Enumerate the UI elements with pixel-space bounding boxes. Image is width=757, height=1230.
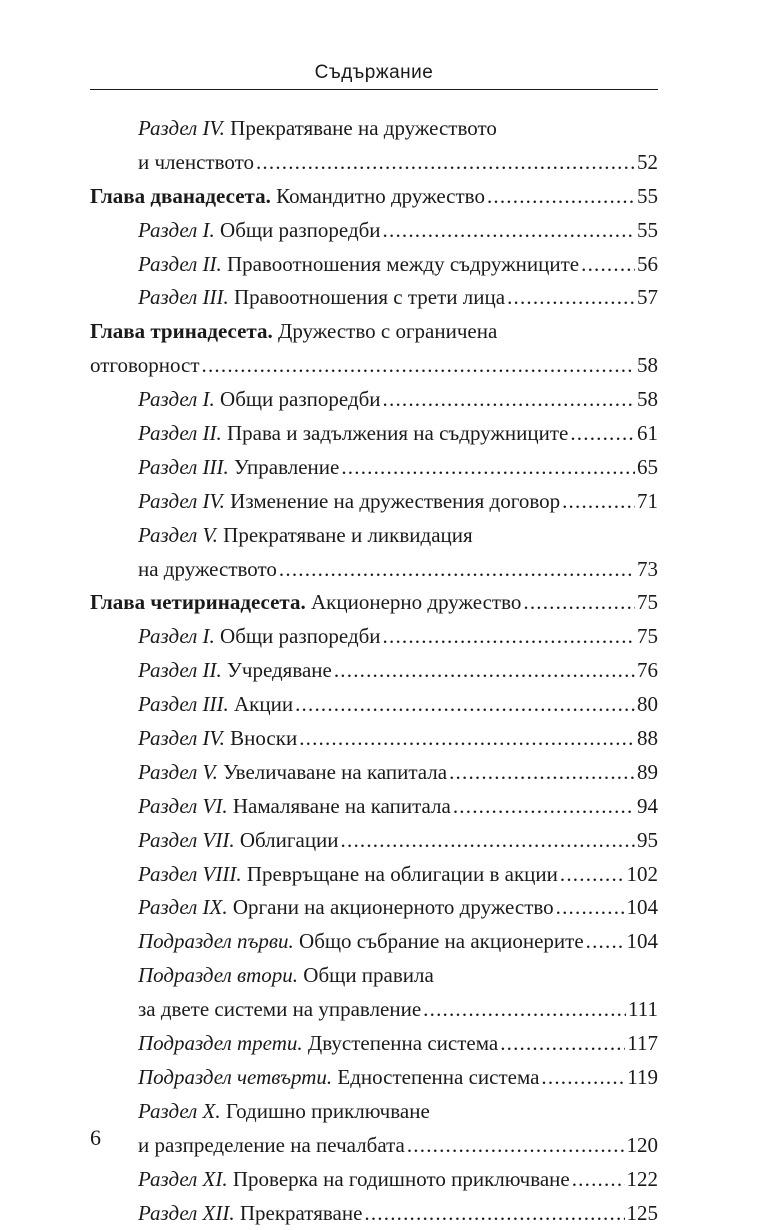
dot-leader — [407, 1129, 625, 1163]
section-number: Раздел XI. — [138, 1167, 228, 1191]
toc-entry — [90, 586, 658, 620]
toc-page-number: 55 — [637, 180, 658, 214]
toc-entry — [90, 485, 658, 519]
toc-entry-title: Общо събрание на акционерите — [299, 929, 584, 953]
toc-entry-title: за двете системи на управление — [138, 997, 421, 1021]
section-number: Подраздел трети. — [138, 1031, 303, 1055]
dot-leader — [541, 1061, 625, 1095]
toc-entry-label — [90, 349, 200, 383]
section-number: Раздел I. — [138, 624, 215, 648]
toc-entry-label — [138, 959, 434, 993]
toc-entry-label — [138, 722, 297, 756]
toc-entry-title: Акции — [234, 692, 293, 716]
toc-page-number: 58 — [637, 349, 658, 383]
toc-entry — [90, 925, 658, 959]
section-number: Подраздел първи. — [138, 929, 294, 953]
dot-leader — [202, 349, 635, 383]
section-number: Раздел V. — [138, 523, 218, 547]
toc-entry-label — [138, 112, 497, 146]
section-number: Раздел I. — [138, 387, 215, 411]
section-number: Раздел III. — [138, 692, 229, 716]
toc-entry — [90, 383, 658, 417]
toc-entry — [90, 146, 658, 180]
toc-entry-title: и членството — [138, 150, 254, 174]
dot-leader — [383, 383, 635, 417]
dot-leader — [560, 858, 625, 892]
toc-entry-label — [138, 993, 421, 1027]
section-number: Раздел I. — [138, 218, 215, 242]
toc-entry-title: Управление — [234, 455, 339, 479]
toc-entry — [90, 248, 658, 282]
toc-entry-title: Превръщане на облигации в акции — [247, 862, 558, 886]
toc-entry-title: Увеличаване на капитала — [223, 760, 447, 784]
toc-page-number: 73 — [637, 553, 658, 587]
toc-entry-title: Годишно приключване — [226, 1099, 430, 1123]
toc-page-number: 89 — [637, 756, 658, 790]
toc-entry-label — [90, 315, 497, 349]
toc-entry — [90, 654, 658, 688]
toc-entry-label — [138, 756, 447, 790]
section-number: Раздел IX. — [138, 895, 228, 919]
toc-page-number: 120 — [627, 1129, 659, 1163]
section-number: Раздел VII. — [138, 828, 235, 852]
toc-entry-label — [138, 620, 381, 654]
section-number: Раздел III. — [138, 285, 229, 309]
dot-leader — [383, 620, 635, 654]
toc-page-number: 117 — [627, 1027, 658, 1061]
chapter-number: Глава тринадесета. — [90, 319, 273, 343]
toc-entry-title: Правоотношения между съдружниците — [227, 252, 579, 276]
table-of-contents — [90, 112, 658, 1230]
dot-leader — [383, 214, 635, 248]
toc-page-number: 61 — [637, 417, 658, 451]
dot-leader — [523, 586, 635, 620]
toc-entry-title: Намаляване на капитала — [233, 794, 451, 818]
toc-page-number: 111 — [628, 993, 658, 1027]
toc-entry-title: Правоотношения с трети лица — [234, 285, 505, 309]
toc-entry-title: Облигации — [240, 828, 339, 852]
toc-entry-label — [138, 248, 579, 282]
toc-entry — [90, 858, 658, 892]
page-header-title: Съдържание — [90, 62, 658, 84]
toc-entry-title: Общи разпоредби — [220, 624, 381, 648]
toc-entry — [90, 214, 658, 248]
toc-entry — [90, 451, 658, 485]
toc-entry — [90, 891, 658, 925]
toc-entry-label — [138, 858, 558, 892]
toc-entry-title: Проверка на годишното приключване — [233, 1167, 570, 1191]
toc-entry-title: Изменение на дружествения договор — [230, 489, 560, 513]
toc-entry — [90, 1129, 658, 1163]
toc-entry-label — [138, 146, 254, 180]
toc-page-number: 94 — [637, 790, 658, 824]
toc-entry-title: Прекратяване на дружеството — [230, 116, 497, 140]
toc-entry-label — [138, 1027, 498, 1061]
toc-entry-label — [138, 1095, 430, 1129]
chapter-number: Глава дванадесета. — [90, 184, 271, 208]
toc-entry — [90, 417, 658, 451]
toc-entry-label — [138, 654, 332, 688]
section-number: Подраздел четвърти. — [138, 1065, 332, 1089]
section-number: Раздел XII. — [138, 1201, 235, 1225]
section-number: Раздел V. — [138, 760, 218, 784]
toc-entry — [90, 180, 658, 214]
toc-page-number: 55 — [637, 214, 658, 248]
dot-leader — [341, 451, 635, 485]
toc-entry-label — [138, 891, 554, 925]
toc-entry-title: Права и задължения на съдружниците — [227, 421, 568, 445]
dot-leader — [570, 417, 635, 451]
toc-entry-title: Вноски — [230, 726, 297, 750]
toc-entry — [90, 553, 658, 587]
dot-leader — [364, 1197, 624, 1230]
toc-page-number: 76 — [637, 654, 658, 688]
toc-entry-label — [138, 1163, 570, 1197]
toc-entry-label — [90, 586, 521, 620]
toc-entry-title: Учредяване — [227, 658, 332, 682]
toc-entry — [90, 959, 658, 993]
section-number: Раздел II. — [138, 658, 222, 682]
section-number: Раздел IV. — [138, 489, 225, 513]
toc-entry-title: Едностепенна система — [337, 1065, 539, 1089]
toc-entry — [90, 993, 658, 1027]
toc-entry-title: Прекратяване и ликвидация — [223, 523, 473, 547]
toc-entry — [90, 1163, 658, 1197]
toc-page-number: 122 — [627, 1163, 659, 1197]
toc-entry-label — [138, 417, 568, 451]
toc-entry-title: Общи правила — [303, 963, 434, 987]
toc-entry-label — [138, 790, 451, 824]
page-number: 6 — [90, 1125, 101, 1151]
toc-entry-label — [138, 1197, 362, 1230]
toc-page-number: 119 — [627, 1061, 658, 1095]
section-number: Раздел VIII. — [138, 862, 242, 886]
toc-entry — [90, 620, 658, 654]
toc-entry-label — [138, 519, 473, 553]
toc-entry — [90, 688, 658, 722]
toc-entry-label — [138, 451, 339, 485]
toc-page-number: 95 — [637, 824, 658, 858]
dot-leader — [581, 248, 635, 282]
dot-leader — [256, 146, 635, 180]
dot-leader — [334, 654, 635, 688]
toc-entry — [90, 112, 658, 146]
toc-page-number: 125 — [627, 1197, 659, 1230]
toc-entry — [90, 519, 658, 553]
toc-entry-title: Командитно дружество — [276, 184, 485, 208]
dot-leader — [423, 993, 626, 1027]
toc-page-number: 57 — [637, 281, 658, 315]
toc-entry-label — [138, 1129, 405, 1163]
header-divider — [90, 89, 658, 90]
toc-entry-label — [138, 214, 381, 248]
toc-entry — [90, 315, 658, 349]
toc-entry-label — [138, 1061, 539, 1095]
toc-entry — [90, 790, 658, 824]
toc-entry — [90, 281, 658, 315]
toc-entry — [90, 1027, 658, 1061]
toc-page-number: 88 — [637, 722, 658, 756]
toc-entry — [90, 824, 658, 858]
toc-page-number: 102 — [627, 858, 659, 892]
section-number: Раздел X. — [138, 1099, 221, 1123]
toc-entry — [90, 1197, 658, 1230]
section-number: Раздел VI. — [138, 794, 228, 818]
toc-entry-title: Общи разпоредби — [220, 387, 381, 411]
toc-page-number: 65 — [637, 451, 658, 485]
toc-entry-label — [138, 485, 560, 519]
section-number: Раздел IV. — [138, 116, 225, 140]
toc-entry-label — [90, 180, 485, 214]
toc-entry-title: Общи разпоредби — [220, 218, 381, 242]
toc-entry-title: на дружеството — [138, 557, 277, 581]
section-number: Подраздел втори. — [138, 963, 298, 987]
toc-entry — [90, 349, 658, 383]
section-number: Раздел II. — [138, 421, 222, 445]
dot-leader — [279, 553, 635, 587]
toc-entry-title: Органи на акционерното дружество — [233, 895, 554, 919]
toc-page-number: 56 — [637, 248, 658, 282]
toc-entry — [90, 1061, 658, 1095]
toc-entry-label — [138, 383, 381, 417]
toc-entry-title: Дружество с ограничена — [278, 319, 497, 343]
toc-entry-label — [138, 824, 339, 858]
dot-leader — [572, 1163, 625, 1197]
dot-leader — [453, 790, 635, 824]
toc-entry — [90, 1095, 658, 1129]
toc-page-number: 75 — [637, 620, 658, 654]
dot-leader — [562, 485, 635, 519]
toc-entry-label — [138, 925, 584, 959]
toc-page-number: 71 — [637, 485, 658, 519]
dot-leader — [449, 756, 635, 790]
toc-entry — [90, 722, 658, 756]
dot-leader — [586, 925, 625, 959]
toc-entry-title: Акционерно дружество — [311, 590, 521, 614]
toc-page-number: 104 — [627, 925, 659, 959]
toc-entry-label — [138, 688, 293, 722]
dot-leader — [295, 688, 635, 722]
toc-entry-title: и разпределение на печалбата — [138, 1133, 405, 1157]
toc-entry-label — [138, 553, 277, 587]
toc-page-number: 75 — [637, 586, 658, 620]
toc-entry-label — [138, 281, 505, 315]
dot-leader — [556, 891, 625, 925]
section-number: Раздел IV. — [138, 726, 225, 750]
dot-leader — [299, 722, 635, 756]
chapter-number: Глава четиринадесета. — [90, 590, 306, 614]
dot-leader — [507, 281, 635, 315]
section-number: Раздел III. — [138, 455, 229, 479]
toc-entry-title: Прекратяване — [240, 1201, 363, 1225]
toc-entry-title: Двустепенна система — [308, 1031, 498, 1055]
toc-entry — [90, 756, 658, 790]
toc-entry-title: отговорност — [90, 353, 200, 377]
toc-page-number: 58 — [637, 383, 658, 417]
dot-leader — [341, 824, 635, 858]
dot-leader — [500, 1027, 625, 1061]
section-number: Раздел II. — [138, 252, 222, 276]
toc-page-number: 52 — [637, 146, 658, 180]
dot-leader — [487, 180, 635, 214]
toc-page-number: 104 — [627, 891, 659, 925]
toc-page-number: 80 — [637, 688, 658, 722]
